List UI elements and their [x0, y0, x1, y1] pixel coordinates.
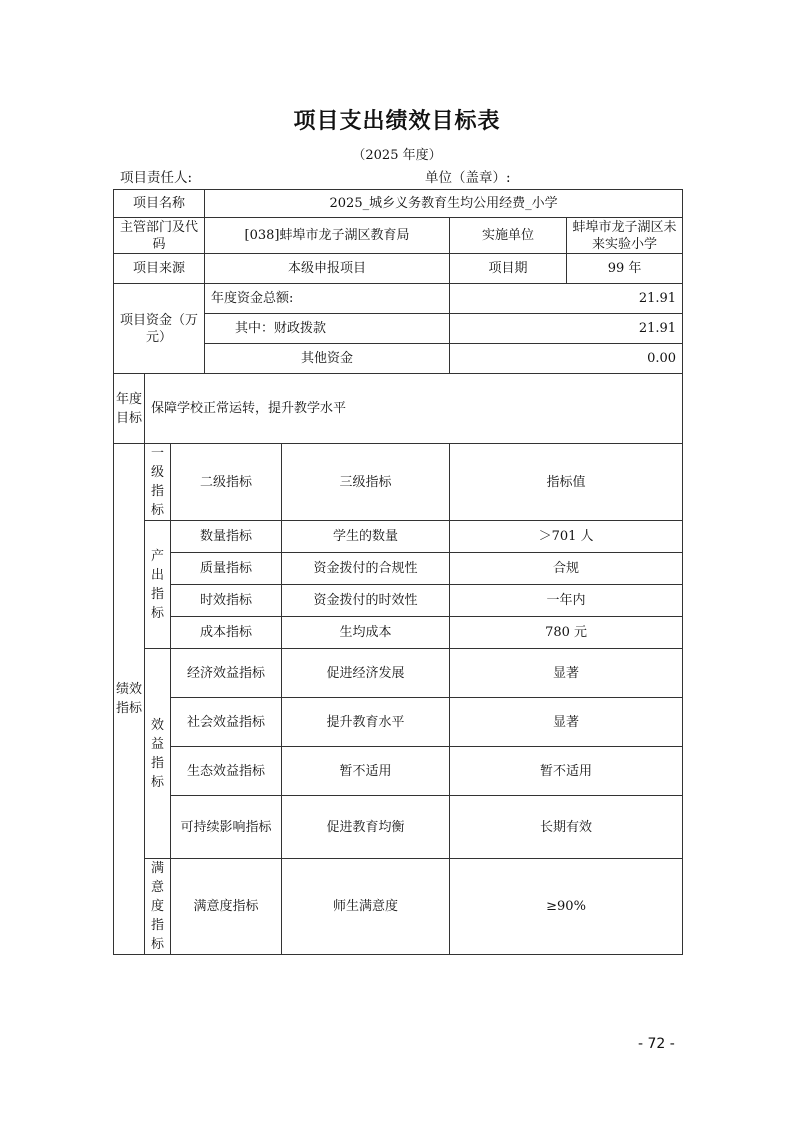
table-row: [114, 796, 683, 859]
satisfaction-indicators-label: 满意度指标: [145, 859, 171, 955]
period-value: 99 年: [567, 254, 683, 284]
value-cell: 显著: [450, 649, 683, 698]
table-row: [114, 585, 683, 617]
indicator-header-row: [114, 444, 683, 521]
benefit-indicators-label: 效益指标: [145, 649, 171, 859]
level2-cell: 可持续影响指标: [171, 796, 282, 859]
value-cell: 长期有效: [450, 796, 683, 859]
row-annual-goal: [114, 374, 683, 444]
row-funds-total: [114, 284, 683, 314]
dept-label: 主管部门及代码: [114, 218, 205, 254]
level3-cell: 生均成本: [282, 617, 450, 649]
level3-cell: 资金拨付的合规性: [282, 553, 450, 585]
header-level2: 二级指标: [171, 444, 282, 521]
level2-cell: 生态效益指标: [171, 747, 282, 796]
unit-seal-label: 单位（盖章）:: [425, 170, 511, 186]
funds-total-label: 年度资金总额:: [205, 284, 450, 314]
level3-cell: 提升教育水平: [282, 698, 450, 747]
table-row: [114, 698, 683, 747]
level2-cell: 时效指标: [171, 585, 282, 617]
project-name-value: 2025_城乡义务教育生均公用经费_小学: [205, 190, 683, 218]
value-cell: 合规: [450, 553, 683, 585]
table-row: [114, 521, 683, 553]
project-name-label: 项目名称: [114, 190, 205, 218]
level3-cell: 促进经济发展: [282, 649, 450, 698]
level2-cell: 成本指标: [171, 617, 282, 649]
annual-goal-label: 年度目标: [114, 374, 145, 444]
funds-fiscal-label: 其中：财政拨款: [205, 314, 450, 344]
value-cell: 显著: [450, 698, 683, 747]
funds-label: 项目资金（万元）: [114, 284, 205, 374]
level3-cell: 暂不适用: [282, 747, 450, 796]
table-row: [114, 649, 683, 698]
header-level3: 三级指标: [282, 444, 450, 521]
period-label: 项目期: [450, 254, 567, 284]
source-label: 项目来源: [114, 254, 205, 284]
year-subtitle: （2025 年度）: [352, 148, 442, 163]
annual-goal-value: 保障学校正常运转，提升教学水平: [145, 374, 683, 444]
level3-cell: 师生满意度: [282, 859, 450, 955]
value-cell: ≥90%: [450, 859, 683, 955]
funds-other-label: 其他资金: [205, 344, 450, 374]
dept-value: [038]蚌埠市龙子湖区教育局: [205, 218, 450, 254]
level2-cell: 满意度指标: [171, 859, 282, 955]
performance-goal-table: [113, 189, 683, 955]
level3-cell: 学生的数量: [282, 521, 450, 553]
performance-indicators-label: 绩效指标: [114, 444, 145, 955]
value-cell: 一年内: [450, 585, 683, 617]
value-cell: 暂不适用: [450, 747, 683, 796]
header-level1: 一级指标: [145, 444, 171, 521]
row-project-name: [114, 190, 683, 218]
value-cell: ＞701 人: [450, 521, 683, 553]
output-indicators-label: 产出指标: [145, 521, 171, 649]
level2-cell: 数量指标: [171, 521, 282, 553]
level2-cell: 社会效益指标: [171, 698, 282, 747]
source-value: 本级申报项目: [205, 254, 450, 284]
impl-unit-value: 蚌埠市龙子湖区未来实验小学: [567, 218, 683, 254]
row-department: [114, 218, 683, 254]
level2-cell: 经济效益指标: [171, 649, 282, 698]
table-row: [114, 859, 683, 955]
funds-total-value: 21.91: [450, 284, 683, 314]
impl-unit-label: 实施单位: [450, 218, 567, 254]
value-cell: 780 元: [450, 617, 683, 649]
table-row: [114, 747, 683, 796]
level2-cell: 质量指标: [171, 553, 282, 585]
table-row: [114, 617, 683, 649]
level3-cell: 促进教育均衡: [282, 796, 450, 859]
header-value: 指标值: [450, 444, 683, 521]
level3-cell: 资金拨付的时效性: [282, 585, 450, 617]
table-row: [114, 553, 683, 585]
funds-other-value: 0.00: [450, 344, 683, 374]
responsible-person-label: 项目责任人:: [120, 170, 193, 186]
page-number: - 72 -: [638, 1036, 675, 1052]
row-source: [114, 254, 683, 284]
page-title: 项目支出绩效目标表: [293, 109, 501, 134]
funds-fiscal-value: 21.91: [450, 314, 683, 344]
